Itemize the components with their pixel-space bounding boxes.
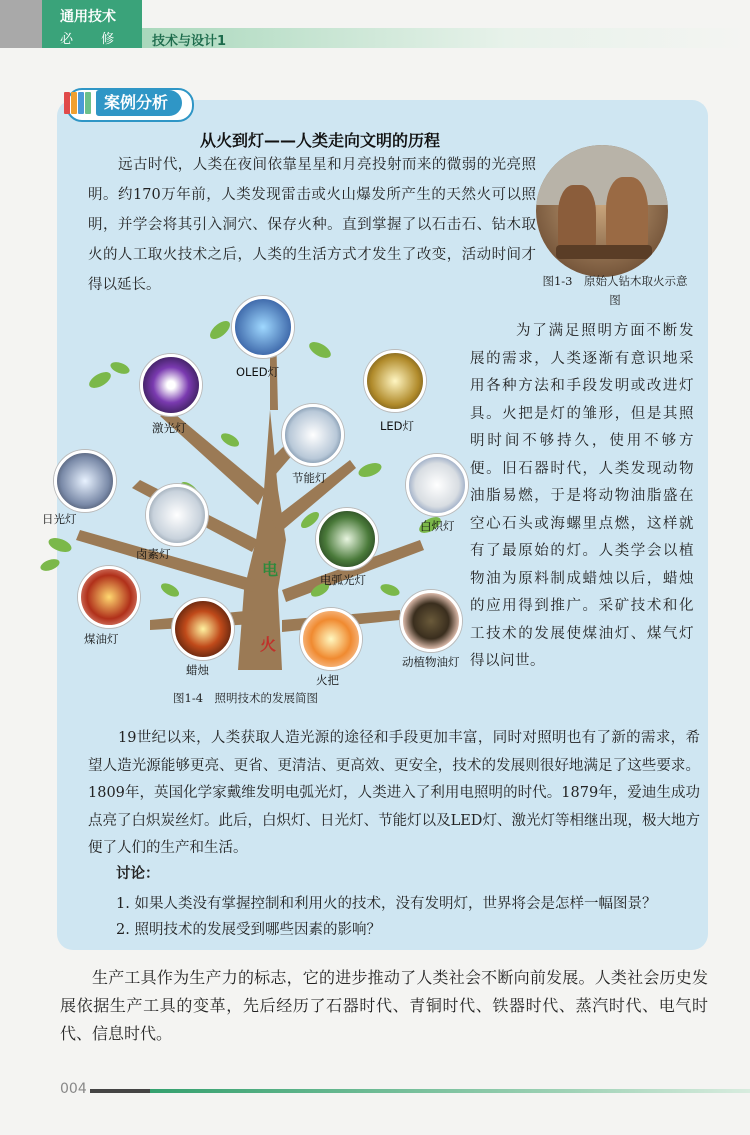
oled-lamp-icon <box>232 296 294 358</box>
oil-lamp-icon <box>400 590 462 652</box>
book-title: 技术与设计1 <box>152 34 227 49</box>
led-lamp-icon <box>364 350 426 412</box>
case-paragraph-3: 19世纪以来，人类获取人造光源的途径和手段更加丰富，同时对照明也有了新的需求，希望人造光源能够更亮、更省、更清洁、更高效、更安全，技术的发展则很好地满足了这些要求。1809年，英国化学家戴维发明电弧光灯，人类进入了利用电照明的时代。1879年，爱迪生成功点亮了白炽炭丝灯。此后，白炽灯、日光灯、节能灯以及LED灯、激光灯等相继出现，极大地方便了人们的生产和生活。 <box>88 730 700 856</box>
arc-lamp-icon <box>316 508 378 570</box>
lamp-label-laser: 激光灯 <box>152 421 187 435</box>
header-band <box>142 28 750 48</box>
kerosene-lamp-icon <box>78 566 140 628</box>
lamp-label-incandescent: 白炽灯 <box>420 519 455 533</box>
body-paragraph: 生产工具作为生产力的标志，它的进步推动了人类社会不断向前发展。人类社会历史发展依据生产工具的变革，先后经历了石器时代、青铜时代、铁器时代、蒸汽时代、电气时代、信息时代。 <box>60 968 708 1043</box>
page-header <box>0 0 750 52</box>
footer-green-bar <box>150 1089 750 1093</box>
candle-icon <box>172 598 234 660</box>
figure-1-3-caption: 图1-3 原始人钻木取火示意图 <box>542 274 688 307</box>
case-paragraph-2: 为了满足照明方面不断发展的需求，人类逐渐有意识地采用各种方法和手段发明或改进灯具。火把是灯的雏形，但是其照明时间不够持久，使用不够方便。旧石器时代，人类发现动物油脂易燃，于是将动物油脂盛在空心石头或海螺里点燃，这样就有了最原始的灯。人类学会以植物油为原料制成蜡烛以后，蜡烛的应用得到推广。采矿技术和化工技术的发展使煤油灯、煤气灯得以问世。 <box>470 323 694 669</box>
figure-1-4-caption: 图1-4 照明技术的发展简图 <box>173 691 319 705</box>
series-title: 通用技术 <box>60 9 116 25</box>
case-title: 从火到灯——人类走向文明的历程 <box>200 131 441 150</box>
case-paragraph-1: 远古时代，人类在夜间依靠星星和月亮投射而来的微弱的光亮照明。约170万年前，人类发现雷击或火山爆发所产生的天然火可以照明，并学会将其引入洞穴、保存火种。直到掌握了以石击石、钻木取火的人工取火技术之后，人类的生活方式才发生了改变，活动时间才得以延长。 <box>88 157 536 293</box>
lamp-label-led: LED灯 <box>380 419 415 433</box>
lamp-label-oil: 动植物油灯 <box>402 655 460 669</box>
torch-icon <box>300 608 362 670</box>
discussion-question-2: 2. 照明技术的发展受到哪些因素的影响？ <box>116 922 381 938</box>
trunk-label-fire: 火 <box>260 635 277 654</box>
trunk-label-electric: 电 <box>262 560 279 579</box>
books-icon <box>62 90 96 116</box>
lamp-label-arc: 电弧光灯 <box>320 573 366 587</box>
energy-saving-lamp-icon <box>282 404 344 466</box>
lamp-label-energy-saving: 节能灯 <box>292 471 327 485</box>
fluorescent-lamp-icon <box>54 450 116 512</box>
fire-drilling-illustration <box>536 145 668 277</box>
page-number: 004 <box>60 1081 87 1097</box>
case-analysis-badge: 案例分析 <box>96 90 182 116</box>
footer-dark-bar <box>90 1089 150 1093</box>
lamp-label-fluorescent: 日光灯 <box>42 512 77 526</box>
lamp-label-candle: 蜡烛 <box>186 663 209 677</box>
incandescent-lamp-icon <box>406 454 468 516</box>
discussion-label: 讨论： <box>116 866 160 882</box>
laser-lamp-icon <box>140 354 202 416</box>
lamp-label-kerosene: 煤油灯 <box>84 632 119 646</box>
discussion-question-1: 1. 如果人类没有掌握控制和利用火的技术，没有发明灯，世界将会是怎样一幅图景？ <box>116 896 657 912</box>
lamp-label-halogen: 卤素灯 <box>136 547 171 561</box>
lamp-label-torch: 火把 <box>316 673 339 687</box>
lamp-label-oled: OLED灯 <box>236 365 280 379</box>
halogen-lamp-icon <box>146 484 208 546</box>
volume-label: 必 修 <box>60 32 127 47</box>
header-gray-block <box>0 0 42 48</box>
